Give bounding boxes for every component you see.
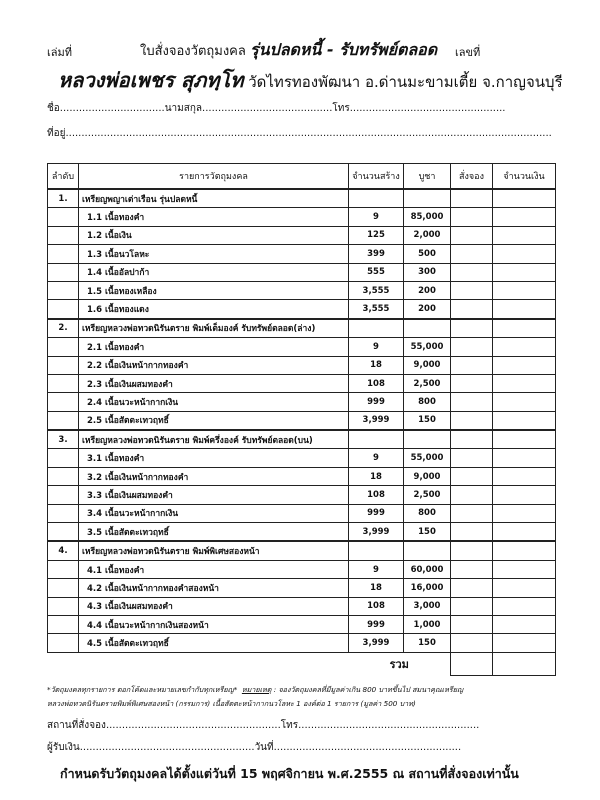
item-price: 500 [404, 245, 451, 263]
item-price: 800 [404, 393, 451, 411]
order-qty-cell[interactable] [451, 411, 493, 430]
order-qty-cell[interactable] [451, 374, 493, 392]
total-amount-cell[interactable] [493, 652, 556, 675]
item-quantity: 3,999 [349, 634, 404, 652]
item-name: 3.4 เนื้อนวะหน้ากากเงิน [79, 504, 349, 522]
section-title: เหรียญหลวงพ่อทวดนิรันตราย พิมพ์ครึ่งองค์ รับทรัพย์ตลอด(บน) [79, 430, 349, 449]
item-quantity: 18 [349, 579, 404, 597]
item-price: 2,500 [404, 486, 451, 504]
empty-cell [48, 393, 79, 411]
receiver-line[interactable]: ผู้รับเงิน.......................................................วันที่........................................................... [47, 742, 462, 753]
item-quantity: 555 [349, 263, 404, 281]
item-row [48, 226, 556, 244]
amount-cell[interactable] [493, 263, 556, 281]
section-row [48, 189, 556, 208]
item-quantity: 399 [349, 245, 404, 263]
item-quantity: 18 [349, 467, 404, 485]
amount-cell[interactable] [493, 486, 556, 504]
total-order-cell[interactable] [451, 652, 493, 675]
item-name: 3.3 เนื้อเงินผสมทองคำ [79, 486, 349, 504]
item-row [48, 523, 556, 542]
section-title: เหรียญหลวงพ่อทวดนิรันตราย พิมพ์พิเศษสองหน้า [79, 541, 349, 560]
item-price: 150 [404, 634, 451, 652]
item-row [48, 579, 556, 597]
item-quantity: 125 [349, 226, 404, 244]
item-quantity: 3,999 [349, 523, 404, 542]
empty-cell [48, 615, 79, 633]
number-label: เลขที่ [455, 46, 481, 59]
item-quantity: 3,555 [349, 281, 404, 299]
section-number: 4. [48, 541, 79, 560]
item-price: 16,000 [404, 579, 451, 597]
item-name: 3.5 เนื้อสัตตะเทวฤทธิ์ [79, 523, 349, 542]
item-name: 3.2 เนื้อเงินหน้ากากทองคำ [79, 467, 349, 485]
item-name: 4.5 เนื้อสัตตะเทวฤทธิ์ [79, 634, 349, 652]
item-quantity: 999 [349, 393, 404, 411]
item-row [48, 449, 556, 467]
item-quantity: 108 [349, 597, 404, 615]
item-row [48, 467, 556, 485]
empty-cell [349, 189, 404, 208]
item-name: 1.2 เนื้อเงิน [79, 226, 349, 244]
temple-name: วัดไทรทองพัฒนา อ.ด่านมะขามเตี้ย จ.กาญจนบุรี [248, 73, 563, 91]
empty-cell [349, 541, 404, 560]
column-header: บูชา [404, 164, 451, 190]
item-name: 2.5 เนื้อสัตตะเทวฤทธิ์ [79, 411, 349, 430]
item-row [48, 504, 556, 522]
column-header: รายการวัตถุมงคล [79, 164, 349, 190]
amount-cell[interactable] [493, 560, 556, 578]
item-quantity: 3,999 [349, 411, 404, 430]
section-row [48, 541, 556, 560]
item-name: 4.3 เนื้อเงินผสมทองคำ [79, 597, 349, 615]
place-label: สถานที่สั่งจอง [47, 720, 106, 731]
empty-cell [48, 579, 79, 597]
order-table [47, 163, 556, 676]
item-name: 2.4 เนื้อนวะหน้ากากเงิน [79, 393, 349, 411]
order-qty-cell[interactable] [451, 208, 493, 226]
section-row [48, 430, 556, 449]
amount-cell[interactable] [493, 467, 556, 485]
empty-cell [404, 541, 451, 560]
item-name: 4.2 เนื้อเงินหน้ากากทองคำสองหน้า [79, 579, 349, 597]
temple-line [58, 64, 563, 96]
remark-label: หมายเหตุ [241, 685, 272, 694]
item-name: 1.1 เนื้อทองคำ [79, 208, 349, 226]
item-name: 2.2 เนื้อเงินหน้ากากทองคำ [79, 356, 349, 374]
amount-cell[interactable] [493, 393, 556, 411]
total-row [48, 652, 556, 675]
item-price: 150 [404, 523, 451, 542]
book-no-label: เล่มที่ [47, 46, 73, 59]
order-qty-cell[interactable] [451, 263, 493, 281]
amount-cell[interactable] [493, 281, 556, 299]
empty-cell [493, 189, 556, 208]
empty-cell [48, 449, 79, 467]
empty-cell [48, 374, 79, 392]
empty-cell [48, 634, 79, 652]
empty-cell [493, 541, 556, 560]
amount-cell[interactable] [493, 449, 556, 467]
empty-cell [48, 281, 79, 299]
empty-cell [451, 189, 493, 208]
item-row [48, 374, 556, 392]
section-title: เหรียญหลวงพ่อทวดนิรันตราย พิมพ์เต็มองค์ รับทรัพย์ตลอด(ล่าง) [79, 319, 349, 338]
empty-cell [451, 319, 493, 338]
place-line[interactable]: สถานที่สั่งจอง.......................................................โทร......................................................... [47, 720, 480, 731]
item-row [48, 300, 556, 319]
series-name: รุ่นปลดหนี้ - รับทรัพย์ตลอด [250, 40, 438, 59]
empty-cell [404, 319, 451, 338]
empty-cell [48, 597, 79, 615]
item-name: 1.5 เนื้อทองเหลือง [79, 281, 349, 299]
amount-cell[interactable] [493, 504, 556, 522]
empty-cell [493, 319, 556, 338]
empty-cell [48, 300, 79, 319]
order-qty-cell[interactable] [451, 449, 493, 467]
amount-cell[interactable] [493, 300, 556, 319]
item-price: 55,000 [404, 449, 451, 467]
order-qty-cell[interactable] [451, 226, 493, 244]
empty-cell [493, 430, 556, 449]
monk-name: หลวงพ่อเพชร สุภทฺโท [58, 68, 244, 92]
amount-cell[interactable] [493, 523, 556, 542]
name-line[interactable]: ชื่อ.................................นามสกุล.........................................โทร................................................. [47, 103, 506, 114]
order-qty-cell[interactable] [451, 393, 493, 411]
order-qty-cell[interactable] [451, 634, 493, 652]
item-quantity: 108 [349, 374, 404, 392]
empty-cell [48, 652, 349, 675]
item-price: 150 [404, 411, 451, 430]
section-number: 2. [48, 319, 79, 338]
item-name: 4.1 เนื้อทองคำ [79, 560, 349, 578]
empty-cell [48, 245, 79, 263]
order-qty-cell[interactable] [451, 579, 493, 597]
item-name: 2.3 เนื้อเงินผสมทองคำ [79, 374, 349, 392]
surname-label: นามสกุล [164, 103, 203, 114]
empty-cell [48, 486, 79, 504]
item-price: 300 [404, 263, 451, 281]
order-qty-cell[interactable] [451, 356, 493, 374]
amount-cell[interactable] [493, 579, 556, 597]
item-row [48, 411, 556, 430]
item-quantity: 108 [349, 486, 404, 504]
item-name: 1.4 เนื้ออัลปาก้า [79, 263, 349, 281]
column-header: จำนวนสร้าง [349, 164, 404, 190]
order-qty-cell[interactable] [451, 281, 493, 299]
item-row [48, 560, 556, 578]
item-price: 55,000 [404, 338, 451, 356]
empty-cell [48, 523, 79, 542]
empty-cell [48, 208, 79, 226]
item-price: 85,000 [404, 208, 451, 226]
item-row [48, 486, 556, 504]
order-qty-cell[interactable] [451, 245, 493, 263]
item-row [48, 393, 556, 411]
notes [47, 683, 463, 711]
empty-cell [349, 319, 404, 338]
item-quantity: 9 [349, 560, 404, 578]
empty-cell [48, 263, 79, 281]
section-title: เหรียญพญาเต่าเรือน รุ่นปลดหนี้ [79, 189, 349, 208]
item-quantity: 9 [349, 208, 404, 226]
section-number: 3. [48, 430, 79, 449]
form-title [140, 38, 437, 63]
item-row [48, 615, 556, 633]
amount-cell[interactable] [493, 374, 556, 392]
item-row [48, 356, 556, 374]
item-price: 1,000 [404, 615, 451, 633]
amount-cell[interactable] [493, 411, 556, 430]
item-row [48, 597, 556, 615]
amount-cell[interactable] [493, 338, 556, 356]
amount-cell[interactable] [493, 226, 556, 244]
name-label: ชื่อ [47, 103, 60, 114]
empty-cell [48, 356, 79, 374]
order-qty-cell[interactable] [451, 560, 493, 578]
item-quantity: 999 [349, 615, 404, 633]
amount-cell[interactable] [493, 597, 556, 615]
column-header: จำนวนเงิน [493, 164, 556, 190]
item-row [48, 338, 556, 356]
item-quantity: 9 [349, 449, 404, 467]
order-qty-cell[interactable] [451, 486, 493, 504]
item-price: 60,000 [404, 560, 451, 578]
empty-cell [48, 467, 79, 485]
item-name: 4.4 เนื้อนวะหน้ากากเงินสองหน้า [79, 615, 349, 633]
order-qty-cell[interactable] [451, 338, 493, 356]
empty-cell [404, 189, 451, 208]
item-price: 800 [404, 504, 451, 522]
total-label: รวม [389, 658, 409, 672]
amount-cell[interactable] [493, 615, 556, 633]
item-name: 3.1 เนื้อทองคำ [79, 449, 349, 467]
empty-cell [48, 411, 79, 430]
phone-label: โทร [332, 103, 350, 114]
section-row [48, 319, 556, 338]
empty-cell [404, 430, 451, 449]
item-quantity: 999 [349, 504, 404, 522]
note-code: *วัตถุมงคลทุกรายการ ตอกโค้ดและหมายเลขกำกับทุกเหรียญ* [47, 685, 238, 694]
pickup-notice: กำหนดรับวัตถุมงคลได้ตั้งแต่วันที่ 15 พฤศจิกายน พ.ศ.2555 ณ สถานที่สั่งจองเท่านั้น [60, 766, 519, 781]
note-remark: : จองวัตถุมงคลที่มีมูลค่าเกิน 800 บาทขึ้นไป สมนาคุณเหรียญ [273, 685, 464, 694]
item-row [48, 263, 556, 281]
section-number: 1. [48, 189, 79, 208]
item-row [48, 208, 556, 226]
empty-cell [48, 560, 79, 578]
item-price: 2,000 [404, 226, 451, 244]
item-price: 200 [404, 281, 451, 299]
item-price: 9,000 [404, 356, 451, 374]
empty-cell [349, 430, 404, 449]
form-title-text: ใบสั่งจองวัตถุมงคล [140, 44, 246, 59]
address-line[interactable]: ที่อยู่......................................................................................................................................................... [47, 128, 552, 139]
column-header: สั่งจอง [451, 164, 493, 190]
amount-cell[interactable] [493, 634, 556, 652]
item-name: 1.6 เนื้อทองแดง [79, 300, 349, 319]
empty-cell [48, 504, 79, 522]
place-phone-label: โทร [280, 720, 299, 731]
order-qty-cell[interactable] [451, 467, 493, 485]
column-header: ลำดับ [48, 164, 79, 190]
receiver-label: ผู้รับเงิน [47, 742, 80, 753]
note-remark-2: หลวงพ่อทวดนิรันตรายพิมพ์พิเศษสองหน้า (กรรมการ) เนื้อสัตตะหน้ากากนวโลหะ 1 องค์ต่อ 1 รายการ (มูลค่า 500 บาท) [47, 699, 416, 708]
item-quantity: 9 [349, 338, 404, 356]
order-qty-cell[interactable] [451, 504, 493, 522]
item-quantity: 18 [349, 356, 404, 374]
order-qty-cell[interactable] [451, 597, 493, 615]
item-name: 1.3 เนื้อนวโลหะ [79, 245, 349, 263]
empty-cell [451, 541, 493, 560]
empty-cell [48, 226, 79, 244]
empty-cell [451, 430, 493, 449]
item-price: 200 [404, 300, 451, 319]
item-name: 2.1 เนื้อทองคำ [79, 338, 349, 356]
address-label: ที่อยู่ [47, 128, 66, 139]
item-price: 2,500 [404, 374, 451, 392]
item-row [48, 634, 556, 652]
order-qty-cell[interactable] [451, 300, 493, 319]
amount-cell[interactable] [493, 245, 556, 263]
order-qty-cell[interactable] [451, 523, 493, 542]
item-row [48, 245, 556, 263]
empty-cell [48, 338, 79, 356]
amount-cell[interactable] [493, 208, 556, 226]
item-quantity: 3,555 [349, 300, 404, 319]
order-qty-cell[interactable] [451, 615, 493, 633]
item-price: 3,000 [404, 597, 451, 615]
amount-cell[interactable] [493, 356, 556, 374]
item-row [48, 281, 556, 299]
date-label: วันที่ [254, 742, 274, 753]
item-price: 9,000 [404, 467, 451, 485]
